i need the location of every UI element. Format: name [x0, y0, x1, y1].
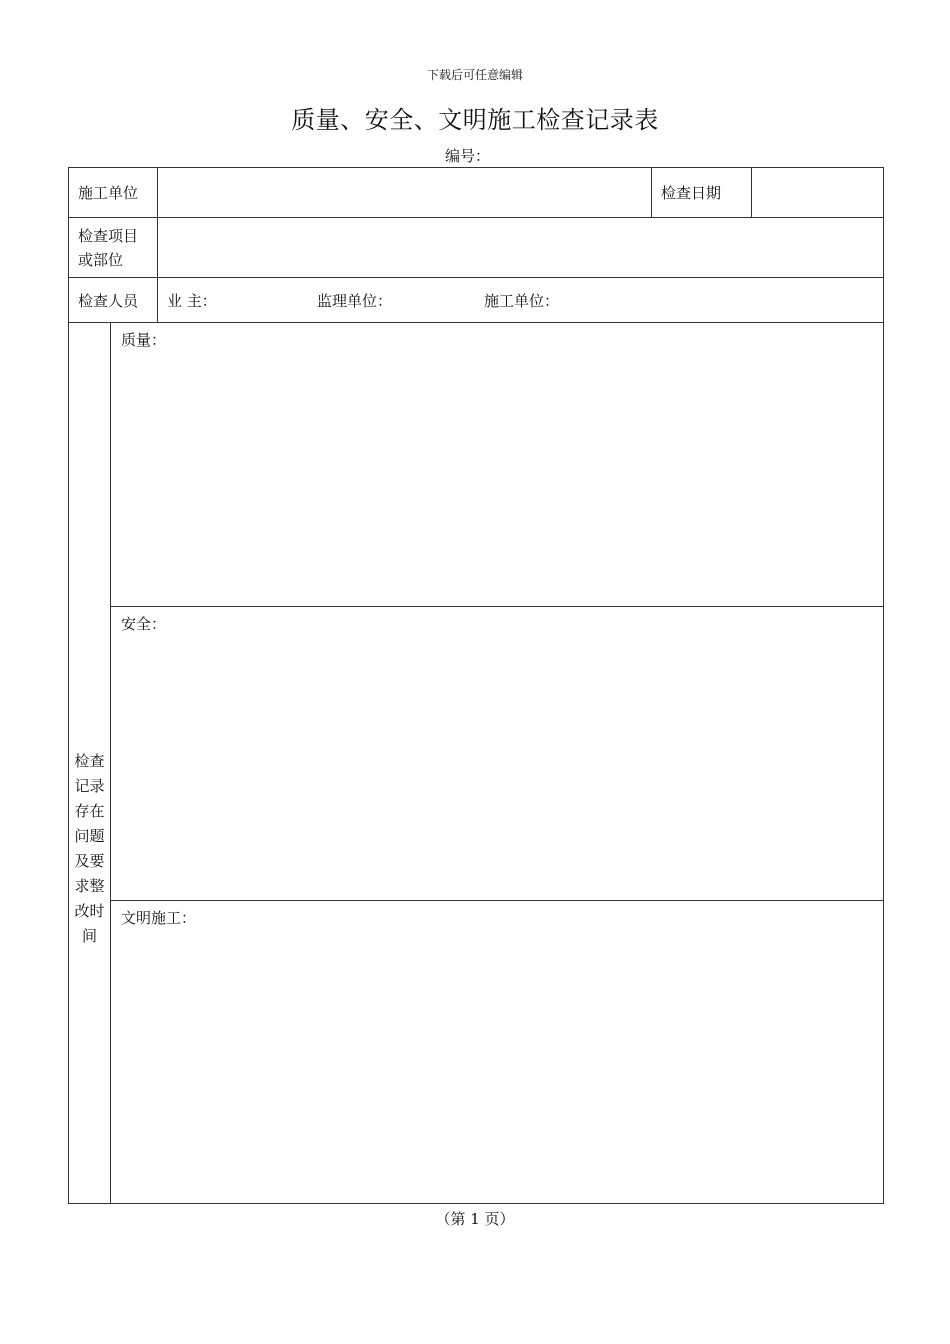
header-note: 下载后可任意编辑 [426, 68, 523, 82]
civilized-construction-section[interactable] [111, 901, 884, 1204]
record-side-label-text: 检查记录存在问题及要求整改时间 [74, 752, 105, 945]
inspectors-field[interactable] [158, 278, 884, 323]
inspectors-row [69, 278, 884, 323]
inspection-date-field[interactable] [752, 168, 884, 218]
owner-label: 业 主： [167, 291, 217, 310]
civilized-construction-label: 文明施工： [121, 909, 197, 927]
inspection-item-label [69, 218, 158, 278]
inspection-date-label: 检查日期 [652, 168, 752, 218]
inspectors-label: 检查人员 [69, 278, 158, 323]
inspection-item-row [69, 218, 884, 278]
quality-label: 质量： [121, 331, 167, 349]
civilized-construction-section-row [69, 901, 884, 1204]
inspection-item-label-line2: 或部位 [78, 250, 124, 269]
document-title: 质量、安全、文明施工检查记录表 [291, 106, 659, 134]
inspection-record-table [68, 167, 884, 1204]
construction-unit-label: 施工单位 [69, 168, 158, 218]
safety-label: 安全： [121, 615, 167, 633]
supervision-unit-label: 监理单位： [317, 291, 393, 310]
quality-section[interactable] [111, 323, 884, 607]
inspection-item-label-line1: 检查项目 [78, 226, 139, 245]
record-side-label [69, 323, 111, 1204]
safety-section[interactable] [111, 607, 884, 901]
contractor-unit-label: 施工单位： [484, 291, 560, 310]
document-number-label: 编号： [445, 147, 491, 165]
construction-unit-field[interactable] [158, 168, 652, 218]
safety-section-row [69, 607, 884, 901]
inspection-item-field[interactable] [158, 218, 884, 278]
quality-section-row [69, 323, 884, 607]
construction-unit-row [69, 168, 884, 218]
page-footer: （第 1 页） [435, 1210, 515, 1228]
